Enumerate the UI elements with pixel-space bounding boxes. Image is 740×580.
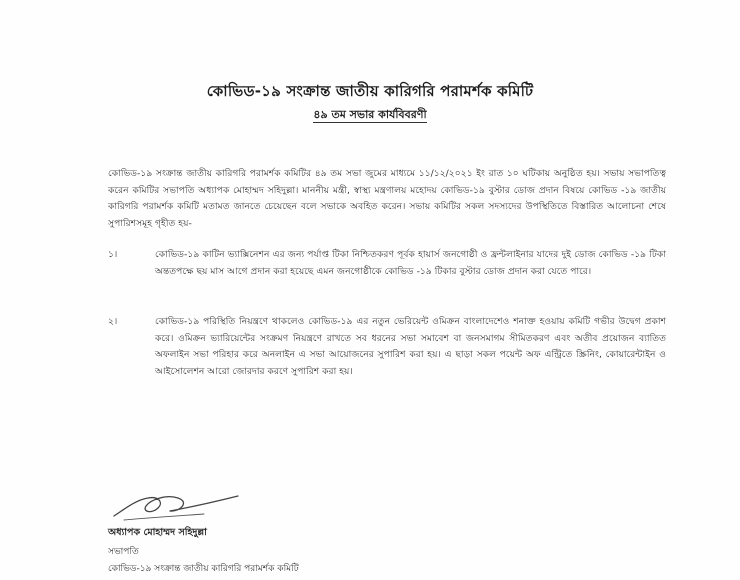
item-text: কোভিড-১৯ কাটিন ভ্যাক্সিনেশন এর জন্য পর্যাপ্ত টিকা নিশ্চিতকরণ পূর্বক হায়ার্স জনগোষ্ঠী ও ফ্রন্টলাইনার যাদের দুই ডোজ কোভিড -১৯ টিকা অন্ততপক্ষে ছয় মাস আগে প্রদান করা হয়েছে এমন জনগোষ্ঠীকে কোভিড -১৯ টিকার বুস্টার ডোজ প্রদান করা যেতে পারে।	[155, 249, 666, 277]
item-number: ২।	[108, 316, 118, 327]
item-number: ১।	[108, 249, 118, 260]
intro-paragraph: কোভিড-১৯ সংক্রান্ত জাতীয় কারিগরি পরামর্শক কমিটির ৪৯ তম সভা জুমের মাধ্যমে ১১/১২/২০২১ ইং রাত ১০ ঘটিকায় অনুষ্ঠিত হয়। সভায় সভাপতিত্ব করেন কমিটির সভাপতি অধ্যাপক মোহাম্মদ সহিদুল্লা। মাননীয় মন্ত্রী, স্বাস্থ্য মন্ত্রণালয় মহোদয় কোভিড-১৯ বুস্টার ডোজ প্রদান বিষয়ে কোভিড -১৯ জাতীয় কারিগরি পরামর্শক কমিটি মতামত জানতে চেয়েছেন বলে সভাকে অবহিত করেন। সভায় কমিটির সকল সদস্যদের উপস্থিতিতে বিস্তারিত আলোচনা শেষে সুপারিশসমূহ গৃহীত হয়-	[108, 168, 666, 229]
signatory-organization: কোভিড-১৯ সংক্রান্ত জাতীয় কারিগরি পরামর্শক কমিটি	[108, 564, 299, 574]
signatory-name: অধ্যাপক মোহাম্মদ সহিদুল্লা	[108, 527, 207, 538]
handwritten-signature	[106, 478, 246, 528]
subtitle-text: ৪৯ তম সভার কার্যবিবরণী	[313, 108, 427, 121]
recommendation-item	[108, 247, 666, 280]
recommendation-item	[108, 314, 666, 380]
item-text: কোভিড-১৯ পরিস্থিতি নিয়ন্ত্রণে থাকলেও কোভিড-১৯ এর নতুন ভেরিয়েন্ট ওমিক্রন বাংলাদেশেও শনাক্ত হওয়ায় কমিটি গভীর উদ্বেগ প্রকাশ করে। ওমিক্রন ভ্যারিয়েন্টের সংক্রমণ নিয়ন্ত্রণে রাখতে সব ধরনের সভা সমাবেশ বা জনসমাগম সীমিতকরণ এবং অতীব প্রয়োজন ব্যাতিত অফলাইন সভা পরিহার করে অনলাইন এ সভা আয়োজনের সুপারিশ করা হয়। এ ছাড়া সকল পয়েন্ট অফ এন্ট্রিতে স্ক্রিনিং, কোয়ারেন্টাইন ও আইসোলেশন আরো জোরদার করণে সুপারিশ করা হয়।	[155, 316, 666, 377]
document-title: কোভিড-১৯ সংক্রান্ত জাতীয় কারিগরি পরামর্শক কমিটি	[206, 82, 534, 100]
signatory-role: সভাপতি	[108, 547, 139, 557]
meeting-minutes-subtitle	[0, 106, 740, 125]
